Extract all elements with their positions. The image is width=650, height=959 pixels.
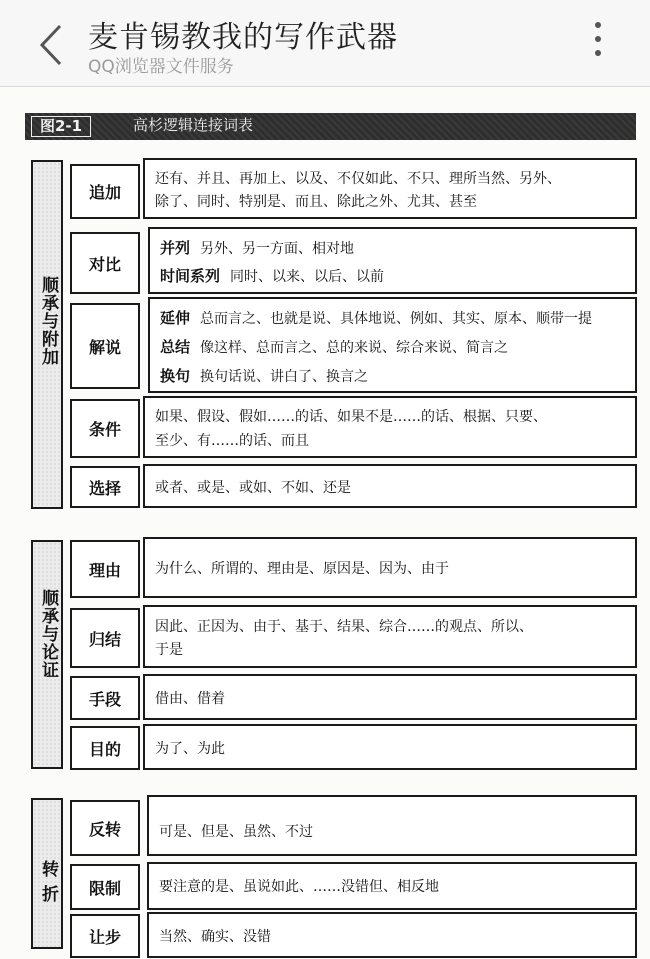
row-content xyxy=(148,297,637,393)
figure-title-bar xyxy=(25,113,636,140)
chevron-left-icon[interactable] xyxy=(34,22,70,68)
content-line: 为什么、所谓的、理由是、原因是、因为、由于 xyxy=(155,561,449,577)
row-label: 归结 xyxy=(70,608,140,668)
row-label: 选择 xyxy=(70,466,140,508)
row-label: 理由 xyxy=(70,540,140,598)
content-line: 可是、但是、虽然、不过 xyxy=(159,824,313,840)
row-label: 追加 xyxy=(70,164,140,219)
row-content xyxy=(147,862,637,910)
group-title: 转折 xyxy=(38,860,58,910)
content-line xyxy=(160,365,368,386)
group-title: 顺承与论证 xyxy=(38,589,58,679)
row-label: 手段 xyxy=(70,676,140,720)
row-content xyxy=(143,396,637,458)
figure-title: 高杉逻辑连接词表 xyxy=(133,116,254,134)
sub-label: 并列 xyxy=(160,239,191,257)
content-line: 为了、为此 xyxy=(155,741,225,757)
content-line: 于是 xyxy=(155,642,183,658)
row-label: 反转 xyxy=(70,800,140,856)
row-label: 条件 xyxy=(70,399,140,458)
content-line xyxy=(160,265,384,286)
sub-label: 换句 xyxy=(160,367,191,385)
row-label: 对比 xyxy=(70,232,140,294)
sub-label: 延伸 xyxy=(160,309,191,327)
content-line: 如果、假设、假如……的话、如果不是……的话、根据、只要、 xyxy=(155,409,547,425)
content-line xyxy=(160,336,508,357)
row-content xyxy=(147,795,637,856)
app-header xyxy=(0,0,650,87)
content-line: 因此、正因为、由于、基于、结果、综合……的观点、所以、 xyxy=(155,619,533,635)
row-content xyxy=(143,464,637,508)
sub-text: 换句话说、讲白了、换言之 xyxy=(200,369,369,385)
more-vertical-icon[interactable] xyxy=(586,22,610,64)
page-title: 麦肯锡教我的写作武器 xyxy=(88,20,398,55)
row-content xyxy=(143,674,637,720)
content-line: 当然、确实、没错 xyxy=(159,929,271,945)
sub-text: 同时、以来、以后、以前 xyxy=(230,269,385,285)
content-line: 除了、同时、特别是、而且、除此之外、尤其、甚至 xyxy=(155,194,477,210)
row-label: 目的 xyxy=(70,726,140,770)
row-label: 限制 xyxy=(70,864,140,910)
content-line: 或者、或是、或如、不如、还是 xyxy=(155,480,351,496)
row-content xyxy=(143,537,637,598)
row-content xyxy=(143,724,637,770)
row-label: 解说 xyxy=(70,303,140,389)
sub-text: 总而言之、也就是说、具体地说、例如、其实、原本、顺带一提 xyxy=(200,311,593,327)
row-content xyxy=(147,912,637,958)
row-content xyxy=(143,605,637,668)
group-title: 顺承与附加 xyxy=(38,276,58,366)
content-line xyxy=(160,237,354,258)
page-subtitle: QQ浏览器文件服务 xyxy=(88,57,234,77)
row-content xyxy=(148,227,637,294)
figure-label: 图2-1 xyxy=(31,116,91,137)
content-line: 至少、有……的话、而且 xyxy=(155,433,309,449)
row-content xyxy=(143,158,637,219)
sub-label: 总结 xyxy=(160,338,191,356)
sub-text: 像这样、总而言之、总的来说、综合来说、简言之 xyxy=(200,340,509,356)
sub-text: 另外、另一方面、相对地 xyxy=(200,241,355,257)
row-label: 让步 xyxy=(70,914,140,958)
sub-label: 时间系列 xyxy=(160,267,221,285)
content-line xyxy=(160,307,592,328)
content-line: 要注意的是、虽说如此、……没错但、相反地 xyxy=(159,879,439,895)
content-line: 借由、借着 xyxy=(155,691,225,707)
content-line: 还有、并且、再加上、以及、不仅如此、不只、理所当然、另外、 xyxy=(155,171,561,187)
